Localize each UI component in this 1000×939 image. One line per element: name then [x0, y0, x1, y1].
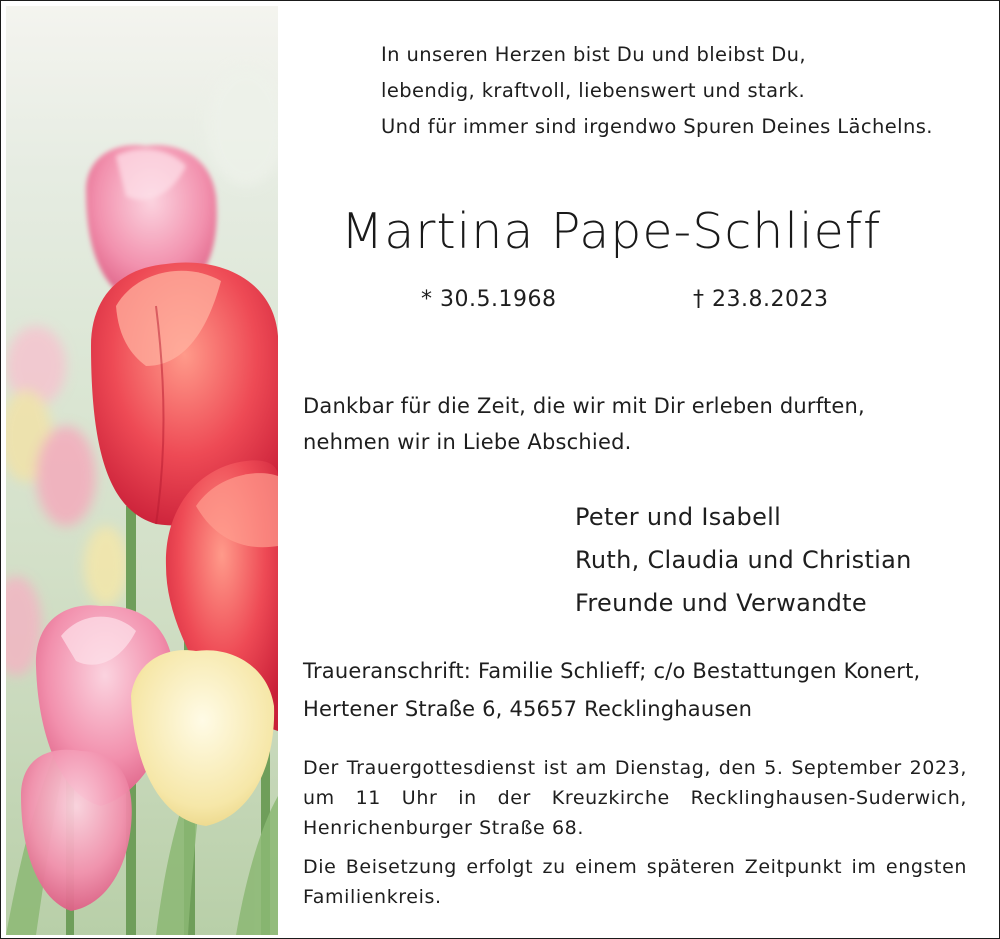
thanks-line-1: Dankbar für die Zeit, die wir mit Dir erleben durften,	[303, 394, 865, 418]
burial-info	[303, 852, 967, 912]
address-line-2: Hertener Straße 6, 45657 Recklinghausen	[303, 697, 753, 721]
tulips-illustration	[6, 6, 278, 935]
thanks-statement	[303, 388, 865, 460]
mourner-entry: Peter und Isabell	[575, 503, 782, 531]
burial-line-1: Die Beisetzung erfolgt zu einem späteren Zeitpunkt im engsten	[303, 856, 967, 878]
service-line-1: Der Trauergottesdienst ist am Dienstag, den 5. September 2023,	[303, 757, 967, 779]
verse-line-3: Und für immer sind irgendwo Spuren Deines Lächelns.	[381, 115, 933, 138]
service-line-3: Henrichenburger Straße 68.	[303, 817, 584, 839]
address-line-1: Traueranschrift: Familie Schlieff; c/o Bestattungen Konert,	[303, 659, 921, 683]
verse-line-1: In unseren Herzen bist Du und bleibst Du,	[381, 43, 807, 66]
verse-line-2: lebendig, kraftvoll, liebenswert und stark.	[381, 79, 806, 102]
thanks-line-2: nehmen wir in Liebe Abschied.	[303, 430, 632, 454]
service-line-2: um 11 Uhr in der Kreuzkirche Recklinghausen-Suderwich,	[303, 787, 967, 809]
mourning-address	[303, 652, 920, 728]
birth-date: * 30.5.1968	[421, 287, 557, 312]
tulips-photo	[6, 6, 278, 935]
death-date: † 23.8.2023	[693, 287, 829, 312]
memorial-verse	[381, 37, 933, 145]
funeral-service-info	[303, 753, 967, 843]
mourner-entry: Ruth, Claudia und Christian	[575, 546, 912, 574]
mourners-list	[575, 496, 912, 625]
burial-line-2: Familienkreis.	[303, 886, 442, 908]
deceased-name: Martina Pape-Schlieff	[341, 203, 882, 260]
mourner-entry: Freunde und Verwandte	[575, 589, 867, 617]
